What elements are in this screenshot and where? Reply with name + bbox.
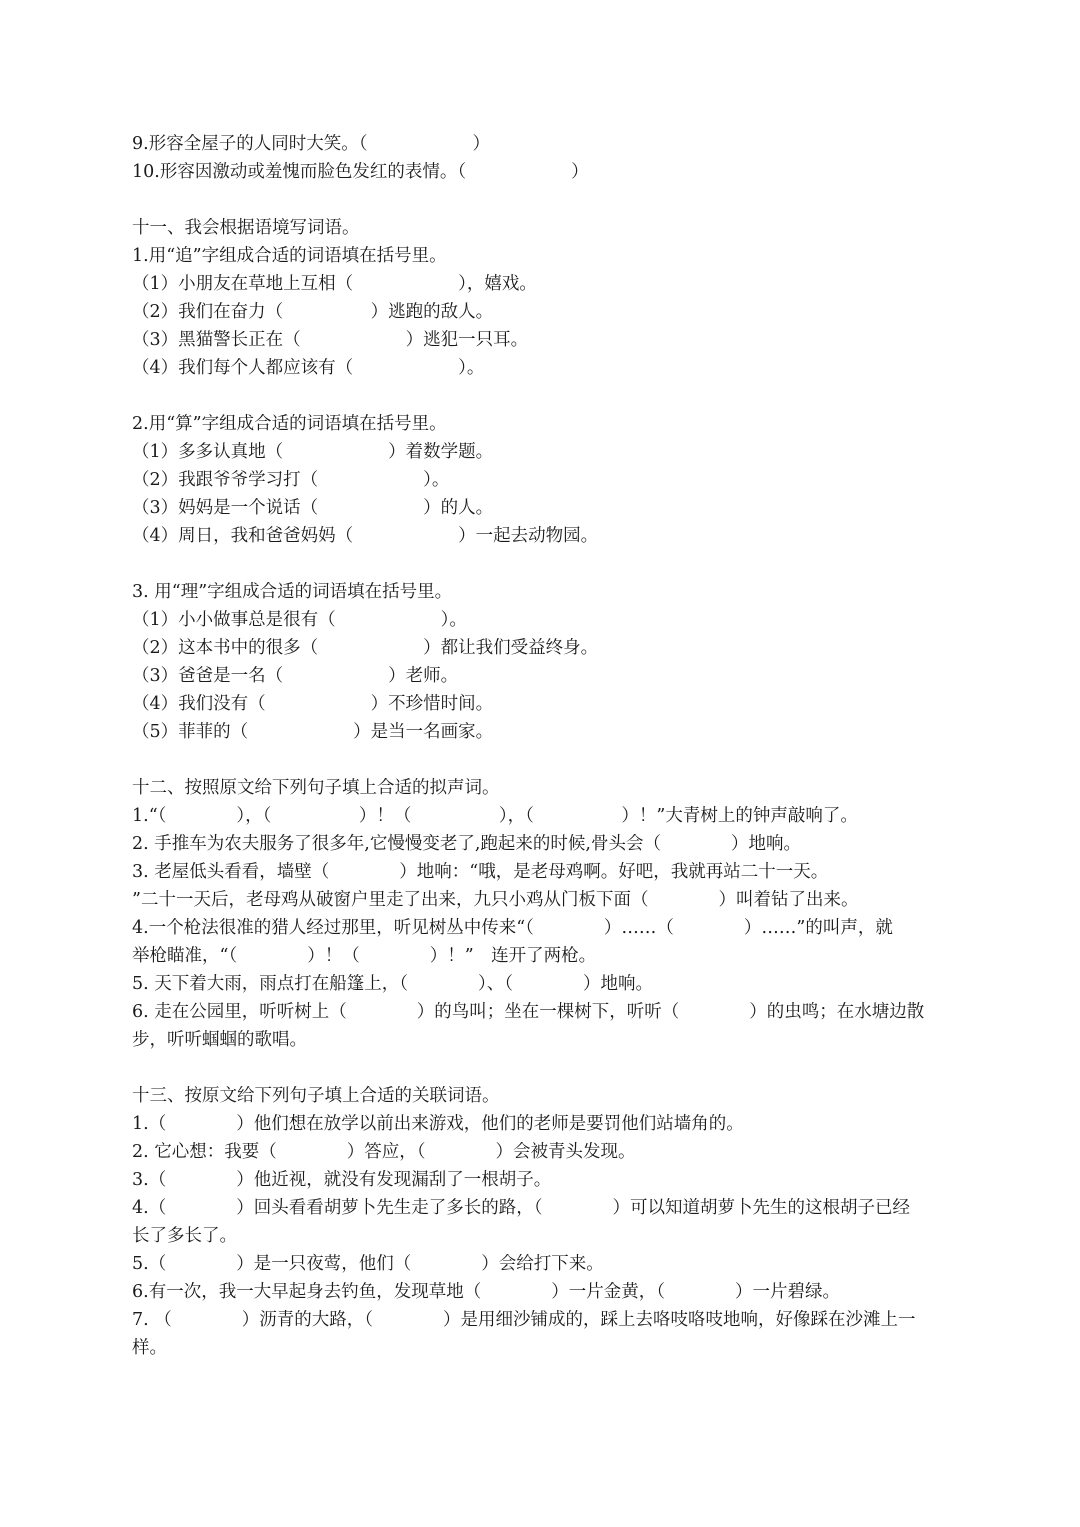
section-11-q2-item: （4）周日，我和爸爸妈妈（ ）一起去动物园。: [132, 526, 599, 546]
spacer: [132, 382, 972, 410]
section-12-line: 4.一个枪法很准的猎人经过那里，听见树丛中传来“（ ）……（ ）……”的叫声，就: [132, 918, 893, 938]
section-11-q3-item: （1）小小做事总是很有（ ）。: [132, 610, 467, 630]
section-13-line: 样。: [132, 1338, 167, 1358]
section-13-line: 5.（ ）是一只夜莺，他们（ ）会给打下来。: [132, 1254, 604, 1274]
section-11-q3-item: （2）这本书中的很多（ ）都让我们受益终身。: [132, 638, 599, 658]
section-13-line: 长了多长了。: [132, 1226, 237, 1246]
worksheet-page: [132, 130, 972, 1362]
section-11-title: 十一、我会根据语境写词语。: [132, 218, 360, 238]
question-10: 10.形容因激动或羞愧而脸色发红的表情。（ ）: [132, 162, 589, 182]
section-11-q2-item: （1）多多认真地（ ）着数学题。: [132, 442, 494, 462]
spacer: [132, 550, 972, 578]
section-11-q2-head: 2.用“算”字组成合适的词语填在括号里。: [132, 414, 447, 434]
section-13-line: 4.（ ）回头看看胡萝卜先生走了多长的路，（ ）可以知道胡萝卜先生的这根胡子已经: [132, 1198, 910, 1218]
section-11-q1-item: （1）小朋友在草地上互相（ ），嬉戏。: [132, 274, 537, 294]
section-11-q3-item: （5）菲菲的（ ）是当一名画家。: [132, 722, 494, 742]
section-11-q3-item: （4）我们没有（ ）不珍惜时间。: [132, 694, 494, 714]
section-11-q2-item: （3）妈妈是一个说话（ ）的人。: [132, 498, 494, 518]
section-12-line: 3. 老屋低头看看，墙壁（ ）地响：“哦，是老母鸡啊。好吧，我就再站二十一天。: [132, 862, 829, 882]
section-12-line: 举枪瞄准，“（ ）！（ ）！” 连开了两枪。: [132, 946, 597, 966]
section-12-line: 5. 天下着大雨，雨点打在船篷上，（ ）、（ ）地响。: [132, 974, 654, 994]
section-11-q3-head: 3. 用“理”字组成合适的词语填在括号里。: [132, 582, 453, 602]
section-13-line: 1.（ ）他们想在放学以前出来游戏，他们的老师是要罚他们站墙角的。: [132, 1114, 744, 1134]
section-11-q3-item: （3）爸爸是一名（ ）老师。: [132, 666, 459, 686]
section-13-title: 十三、按原文给下列句子填上合适的关联词语。: [132, 1086, 500, 1106]
section-11-q1-head: 1.用“追”字组成合适的词语填在括号里。: [132, 246, 447, 266]
question-9: 9.形容全屋子的人同时大笑。（ ）: [132, 134, 490, 154]
section-12-line: 步，听听蝈蝈的歌唱。: [132, 1030, 307, 1050]
section-11-q1-item: （3）黑猫警长正在（ ）逃犯一只耳。: [132, 330, 529, 350]
spacer: [132, 746, 972, 774]
section-13-line: 2. 它心想：我要（ ）答应，（ ）会被青头发现。: [132, 1142, 636, 1162]
section-11-q1-item: （4）我们每个人都应该有（ ）。: [132, 358, 485, 378]
section-12-line: 1.“（ ），（ ）！（ ），（ ）！”大青树上的钟声敲响了。: [132, 806, 858, 826]
section-13-line: 7. （ ）沥青的大路，（ ）是用细沙铺成的，踩上去咯吱咯吱地响，好像踩在沙滩上一: [132, 1310, 916, 1330]
section-12-line: 2. 手推车为农夫服务了很多年,它慢慢变老了,跑起来的时候,骨头会（ ）地响。: [132, 834, 801, 854]
section-11-q1-item: （2）我们在奋力（ ）逃跑的敌人。: [132, 302, 494, 322]
section-12-line: ”二十一天后，老母鸡从破窗户里走了出来，九只小鸡从门板下面（ ）叫着钻了出来。: [132, 890, 859, 910]
spacer: [132, 186, 972, 214]
spacer: [132, 1054, 972, 1082]
section-12-line: 6. 走在公园里，听听树上（ ）的鸟叫；坐在一棵树下，听听（ ）的虫鸣；在水塘边散: [132, 1002, 925, 1022]
section-13-line: 6.有一次，我一大早起身去钓鱼，发现草地（ ）一片金黄，（ ）一片碧绿。: [132, 1282, 840, 1302]
section-13-line: 3.（ ）他近视，就没有发现漏刮了一根胡子。: [132, 1170, 552, 1190]
section-12-title: 十二、按照原文给下列句子填上合适的拟声词。: [132, 778, 500, 798]
section-11-q2-item: （2）我跟爷爷学习打（ ）。: [132, 470, 450, 490]
